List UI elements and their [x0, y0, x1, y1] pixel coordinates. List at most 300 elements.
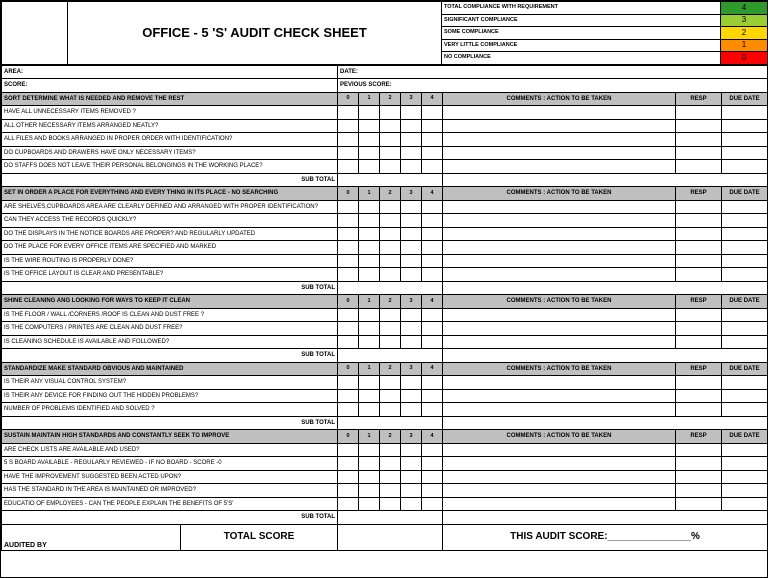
score-header-3: 3 [401, 362, 422, 376]
score-cell[interactable] [422, 308, 443, 322]
resp-cell[interactable] [676, 403, 722, 417]
legend-label: TOTAL COMPLIANCE WITH REQUIREMENT [442, 2, 721, 15]
score-cell[interactable] [422, 200, 443, 214]
legend-label: NO COMPLIANCE [442, 52, 721, 65]
score-cell[interactable] [338, 308, 359, 322]
score-cell[interactable] [359, 106, 380, 120]
checklist-row [2, 241, 768, 255]
legend-label: VERY LITTLE COMPLIANCE [442, 39, 721, 52]
score-cell[interactable] [401, 443, 422, 457]
checklist-row [2, 403, 768, 417]
checklist-item: IS THEIR ANY DEVICE FOR FINDING OUT THE HIDDEN PROBLEMS? [2, 389, 338, 403]
checklist-row [2, 214, 768, 228]
score-cell[interactable] [380, 443, 401, 457]
checklist-row [2, 376, 768, 390]
score-header-3: 3 [401, 92, 422, 106]
score-field[interactable]: SCORE: [2, 79, 338, 93]
checklist-row [2, 335, 768, 349]
score-cell[interactable] [422, 254, 443, 268]
due-date-cell[interactable] [722, 497, 768, 511]
checklist-item: IS THE COMPUTERS / PRINTES ARE CLEAN AND DUST FREE? [2, 322, 338, 336]
subtotal-value[interactable] [338, 349, 443, 363]
resp-cell[interactable] [676, 457, 722, 471]
score-cell[interactable] [359, 200, 380, 214]
subtotal-row [2, 173, 768, 187]
score-cell[interactable] [338, 146, 359, 160]
score-cell[interactable] [380, 133, 401, 147]
subtotal-label: SUB TOTAL [2, 281, 338, 295]
score-cell[interactable] [338, 389, 359, 403]
checklist-row [2, 497, 768, 511]
date-field[interactable]: DATE: [338, 65, 768, 79]
resp-cell[interactable] [676, 335, 722, 349]
due-date-header: DUE DATE [722, 92, 768, 106]
comment-cell[interactable] [443, 322, 676, 336]
checklist-row [2, 308, 768, 322]
score-header-2: 2 [380, 295, 401, 309]
score-cell[interactable] [401, 389, 422, 403]
score-cell[interactable] [359, 146, 380, 160]
score-cell[interactable] [401, 470, 422, 484]
checklist-item: EDUCATIO OF EMPLOYEES - CAN THE PEOPLE EXPLAIN THE BENEFITS OF 5'S' [2, 497, 338, 511]
score-cell[interactable] [380, 389, 401, 403]
due-date-cell[interactable] [722, 403, 768, 417]
score-cell[interactable] [338, 403, 359, 417]
resp-cell[interactable] [676, 160, 722, 174]
score-cell[interactable] [422, 119, 443, 133]
checklist-row [2, 119, 768, 133]
legend-value: 0 [721, 52, 768, 65]
score-cell[interactable] [422, 389, 443, 403]
score-cell[interactable] [380, 335, 401, 349]
score-cell[interactable] [338, 119, 359, 133]
comment-cell[interactable] [443, 106, 676, 120]
score-cell[interactable] [359, 322, 380, 336]
resp-cell[interactable] [676, 119, 722, 133]
due-date-cell[interactable] [722, 443, 768, 457]
score-cell[interactable] [359, 335, 380, 349]
checklist-item: NUMBER OF PROBLEMS IDENTIFIED AND SOLVED ? [2, 403, 338, 417]
due-date-cell[interactable] [722, 200, 768, 214]
checklist-item: ARE SHELVES,CUPBOARDS AREA ARE CLEARLY DEFINED AND ARRANGED WITH PROPER IDENTIFICATION? [2, 200, 338, 214]
comments-header: COMMENTS : ACTION TO BE TAKEN [443, 187, 676, 201]
resp-cell[interactable] [676, 322, 722, 336]
checklist-item: ARE CHECK LISTS ARE AVAILABLE AND USED? [2, 443, 338, 457]
legend-label: SOME COMPLIANCE [442, 27, 721, 40]
checklist-row [2, 200, 768, 214]
checklist-item: DO CUPBOARDS AND DRAWERS HAVE ONLY NECESSARY ITEMS? [2, 146, 338, 160]
legend-value: 1 [721, 39, 768, 52]
score-cell[interactable] [338, 160, 359, 174]
score-cell[interactable] [359, 443, 380, 457]
due-date-cell[interactable] [722, 484, 768, 498]
score-cell[interactable] [422, 322, 443, 336]
checklist-row [2, 106, 768, 120]
score-cell[interactable] [401, 146, 422, 160]
due-date-header: DUE DATE [722, 362, 768, 376]
subtotal-value[interactable] [338, 281, 443, 295]
resp-header: RESP [676, 430, 722, 444]
score-cell[interactable] [422, 241, 443, 255]
section-title: SET IN ORDER A PLACE FOR EVERYTHING AND EVERY THING IN ITS PLACE - NO SEARCHING [2, 187, 338, 201]
comment-cell[interactable] [443, 241, 676, 255]
score-cell[interactable] [401, 335, 422, 349]
score-cell[interactable] [359, 484, 380, 498]
section-title: SUSTAIN MAINTAIN HIGH STANDARDS AND CONSTANTLY SEEK TO IMPROVE [2, 430, 338, 444]
score-cell[interactable] [338, 443, 359, 457]
checklist-row [2, 268, 768, 282]
score-header-3: 3 [401, 430, 422, 444]
score-cell[interactable] [338, 227, 359, 241]
comments-header: COMMENTS : ACTION TO BE TAKEN [443, 430, 676, 444]
resp-cell[interactable] [676, 268, 722, 282]
score-cell[interactable] [422, 106, 443, 120]
checklist-row [2, 322, 768, 336]
score-cell[interactable] [401, 241, 422, 255]
score-header-1: 1 [359, 362, 380, 376]
checklist-row [2, 470, 768, 484]
score-cell[interactable] [338, 214, 359, 228]
score-cell[interactable] [422, 133, 443, 147]
subtotal-value[interactable] [338, 173, 443, 187]
score-cell[interactable] [422, 268, 443, 282]
score-cell[interactable] [380, 241, 401, 255]
score-cell[interactable] [401, 484, 422, 498]
score-cell[interactable] [401, 106, 422, 120]
score-cell[interactable] [380, 146, 401, 160]
score-cell[interactable] [401, 214, 422, 228]
score-cell[interactable] [359, 376, 380, 390]
subtotal-blank [443, 173, 768, 187]
comment-cell[interactable] [443, 146, 676, 160]
score-cell[interactable] [359, 214, 380, 228]
due-date-cell[interactable] [722, 268, 768, 282]
subtotal-value[interactable] [338, 416, 443, 430]
area-field[interactable]: AREA: [2, 65, 338, 79]
subtotal-label: SUB TOTAL [2, 511, 338, 525]
due-date-cell[interactable] [722, 457, 768, 471]
due-date-cell[interactable] [722, 241, 768, 255]
score-cell[interactable] [380, 214, 401, 228]
score-header-4: 4 [422, 430, 443, 444]
due-date-cell[interactable] [722, 322, 768, 336]
checklist-item: CAN THEY ACCESS THE RECORDS QUICKLY? [2, 214, 338, 228]
score-cell[interactable] [422, 497, 443, 511]
score-cell[interactable] [338, 133, 359, 147]
resp-cell[interactable] [676, 133, 722, 147]
score-cell[interactable] [359, 389, 380, 403]
score-cell[interactable] [422, 484, 443, 498]
subtotal-label: SUB TOTAL [2, 349, 338, 363]
resp-cell[interactable] [676, 214, 722, 228]
comment-cell[interactable] [443, 254, 676, 268]
score-cell[interactable] [380, 457, 401, 471]
score-cell[interactable] [401, 160, 422, 174]
comment-cell[interactable] [443, 200, 676, 214]
score-header-4: 4 [422, 92, 443, 106]
score-cell[interactable] [359, 160, 380, 174]
subtotal-row [2, 349, 768, 363]
score-cell[interactable] [338, 335, 359, 349]
checklist-item: HAVE THE IMPROVEMENT SUGGESTED BEEN ACTED UPON? [2, 470, 338, 484]
comment-cell[interactable] [443, 457, 676, 471]
subtotal-label: SUB TOTAL [2, 173, 338, 187]
legend-value: 3 [721, 14, 768, 27]
checklist-table [1, 65, 768, 551]
checklist-row [2, 133, 768, 147]
score-cell[interactable] [338, 268, 359, 282]
score-cell[interactable] [380, 119, 401, 133]
comment-cell[interactable] [443, 268, 676, 282]
score-cell[interactable] [359, 241, 380, 255]
score-cell[interactable] [422, 214, 443, 228]
comment-cell[interactable] [443, 214, 676, 228]
checklist-row [2, 484, 768, 498]
score-cell[interactable] [338, 457, 359, 471]
checklist-item: HAVE ALL UNNECESSARY ITEMS REMOVED ? [2, 106, 338, 120]
score-cell[interactable] [422, 146, 443, 160]
score-cell[interactable] [359, 403, 380, 417]
score-cell[interactable] [401, 322, 422, 336]
comment-cell[interactable] [443, 335, 676, 349]
due-date-cell[interactable] [722, 160, 768, 174]
comment-cell[interactable] [443, 119, 676, 133]
resp-cell[interactable] [676, 200, 722, 214]
checklist-item: DO STAFFS DOES NOT LEAVE THEIR PERSONAL BELONGINGS IN THE WORKING PLACE? [2, 160, 338, 174]
due-date-cell[interactable] [722, 146, 768, 160]
due-date-header: DUE DATE [722, 295, 768, 309]
score-cell[interactable] [401, 227, 422, 241]
comment-cell[interactable] [443, 227, 676, 241]
due-date-cell[interactable] [722, 254, 768, 268]
score-cell[interactable] [401, 254, 422, 268]
due-date-cell[interactable] [722, 470, 768, 484]
score-cell[interactable] [380, 200, 401, 214]
score-cell[interactable] [380, 497, 401, 511]
section-header [2, 362, 768, 376]
score-cell[interactable] [401, 403, 422, 417]
checklist-row [2, 254, 768, 268]
score-cell[interactable] [380, 160, 401, 174]
due-date-cell[interactable] [722, 214, 768, 228]
total-score-value[interactable] [338, 524, 443, 550]
subtotal-value[interactable] [338, 511, 443, 525]
score-cell[interactable] [359, 268, 380, 282]
score-cell[interactable] [380, 484, 401, 498]
comments-header: COMMENTS : ACTION TO BE TAKEN [443, 362, 676, 376]
score-cell[interactable] [380, 254, 401, 268]
resp-cell[interactable] [676, 389, 722, 403]
section-title: SORT DETERMINE WHAT IS NEEDED AND REMOVE THE REST [2, 92, 338, 106]
score-cell[interactable] [422, 335, 443, 349]
score-cell[interactable] [401, 268, 422, 282]
score-cell[interactable] [380, 268, 401, 282]
checklist-item: HAS THE STANDARD IN THE AREA IS MAINTAINED OR IMPROVED? [2, 484, 338, 498]
score-header-0: 0 [338, 92, 359, 106]
checklist-item: IS THE WIRE ROUTING IS PROPERLY DONE? [2, 254, 338, 268]
comment-cell[interactable] [443, 133, 676, 147]
score-cell[interactable] [359, 119, 380, 133]
score-header-2: 2 [380, 92, 401, 106]
checklist-item: 5 S BOARD AVAILABLE - REGULARLY REVIEWED - IF NO BOARD - SCORE -0 [2, 457, 338, 471]
score-header-2: 2 [380, 187, 401, 201]
score-header-0: 0 [338, 187, 359, 201]
comment-cell[interactable] [443, 470, 676, 484]
score-cell[interactable] [338, 241, 359, 255]
score-cell[interactable] [338, 484, 359, 498]
subtotal-blank [443, 416, 768, 430]
score-cell[interactable] [359, 133, 380, 147]
checklist-row [2, 457, 768, 471]
score-cell[interactable] [380, 403, 401, 417]
score-cell[interactable] [359, 227, 380, 241]
resp-cell[interactable] [676, 254, 722, 268]
checklist-item: DO THE PLACE FOR EVERY OFFICE ITEMS ARE SPECIFIED AND MARKED [2, 241, 338, 255]
footer-left [2, 524, 338, 550]
score-cell[interactable] [422, 227, 443, 241]
score-cell[interactable] [338, 470, 359, 484]
score-cell[interactable] [401, 200, 422, 214]
score-cell[interactable] [359, 457, 380, 471]
score-cell[interactable] [380, 376, 401, 390]
section-header [2, 92, 768, 106]
score-header-1: 1 [359, 187, 380, 201]
score-cell[interactable] [401, 119, 422, 133]
score-cell[interactable] [401, 376, 422, 390]
due-date-cell[interactable] [722, 335, 768, 349]
section-title: STANDARDIZE MAKE STANDARD OBVIOUS AND MAINTAINED [2, 362, 338, 376]
score-cell[interactable] [401, 497, 422, 511]
comment-cell[interactable] [443, 389, 676, 403]
resp-cell[interactable] [676, 443, 722, 457]
score-cell[interactable] [422, 457, 443, 471]
score-cell[interactable] [422, 470, 443, 484]
checklist-item: IS THEIR ANY VISUAL CONTROL SYSTEM? [2, 376, 338, 390]
checklist-item: IS THE OFFICE LAYOUT IS CLEAR AND PRESENTABLE? [2, 268, 338, 282]
due-date-header: DUE DATE [722, 187, 768, 201]
score-cell[interactable] [380, 106, 401, 120]
total-score-label: TOTAL SCORE [223, 531, 295, 542]
due-date-cell[interactable] [722, 106, 768, 120]
score-cell[interactable] [359, 254, 380, 268]
previous-score-field[interactable]: PEVIOUS SCORE: [338, 79, 768, 93]
score-header-4: 4 [422, 362, 443, 376]
subtotal-blank [443, 349, 768, 363]
resp-cell[interactable] [676, 227, 722, 241]
score-header-0: 0 [338, 295, 359, 309]
checklist-row [2, 389, 768, 403]
score-header-3: 3 [401, 295, 422, 309]
resp-cell[interactable] [676, 146, 722, 160]
score-header-1: 1 [359, 295, 380, 309]
score-cell[interactable] [338, 200, 359, 214]
score-cell[interactable] [359, 470, 380, 484]
score-cell[interactable] [380, 308, 401, 322]
checklist-item: DO THE DISPLAYS IN THE NOTICE BOARDS ARE PROPER? AND REGULARLY UPDATED [2, 227, 338, 241]
score-cell[interactable] [338, 254, 359, 268]
checklist-item: IS CLEANING SCHEDULE IS AVAILABLE AND FOLLOWED? [2, 335, 338, 349]
section-header [2, 295, 768, 309]
checklist-item: ALL FILES AND BOOKS ARRANGED IN PROPER ORDER WITH IDENTIFICATION? [2, 133, 338, 147]
due-date-cell[interactable] [722, 133, 768, 147]
score-cell[interactable] [401, 133, 422, 147]
resp-cell[interactable] [676, 497, 722, 511]
due-date-cell[interactable] [722, 376, 768, 390]
comment-cell[interactable] [443, 497, 676, 511]
score-cell[interactable] [338, 497, 359, 511]
score-cell[interactable] [338, 106, 359, 120]
score-cell[interactable] [380, 470, 401, 484]
legend-value: 2 [721, 27, 768, 40]
score-cell[interactable] [338, 322, 359, 336]
resp-header: RESP [676, 187, 722, 201]
due-date-cell[interactable] [722, 227, 768, 241]
score-cell[interactable] [359, 497, 380, 511]
resp-cell[interactable] [676, 241, 722, 255]
score-cell[interactable] [359, 308, 380, 322]
score-cell[interactable] [422, 403, 443, 417]
score-cell[interactable] [338, 376, 359, 390]
score-cell[interactable] [380, 227, 401, 241]
checklist-item: ALL OTHER NECESSARY ITEMS ARRANGED NEATLY? [2, 119, 338, 133]
comments-header: COMMENTS : ACTION TO BE TAKEN [443, 295, 676, 309]
comment-cell[interactable] [443, 308, 676, 322]
score-cell[interactable] [422, 160, 443, 174]
resp-cell[interactable] [676, 484, 722, 498]
score-cell[interactable] [401, 308, 422, 322]
comments-header: COMMENTS : ACTION TO BE TAKEN [443, 92, 676, 106]
subtotal-blank [443, 281, 768, 295]
resp-cell[interactable] [676, 376, 722, 390]
score-cell[interactable] [422, 376, 443, 390]
due-date-cell[interactable] [722, 389, 768, 403]
comment-cell[interactable] [443, 443, 676, 457]
due-date-cell[interactable] [722, 119, 768, 133]
comment-cell[interactable] [443, 484, 676, 498]
resp-cell[interactable] [676, 106, 722, 120]
score-header-1: 1 [359, 430, 380, 444]
logo-box [2, 2, 68, 65]
subtotal-row [2, 511, 768, 525]
legend-value: 4 [721, 2, 768, 15]
score-cell[interactable] [401, 457, 422, 471]
comment-cell[interactable] [443, 376, 676, 390]
resp-cell[interactable] [676, 470, 722, 484]
audit-score-label: THIS AUDIT SCORE:_______________% [443, 524, 768, 550]
score-header-0: 0 [338, 430, 359, 444]
score-header-3: 3 [401, 187, 422, 201]
score-header-2: 2 [380, 430, 401, 444]
checklist-row [2, 146, 768, 160]
score-header-4: 4 [422, 295, 443, 309]
score-header-1: 1 [359, 92, 380, 106]
resp-header: RESP [676, 362, 722, 376]
audited-by-label: AUDITED BY [2, 525, 181, 550]
checklist-row [2, 227, 768, 241]
score-cell[interactable] [380, 322, 401, 336]
subtotal-row [2, 416, 768, 430]
due-date-cell[interactable] [722, 308, 768, 322]
comment-cell[interactable] [443, 403, 676, 417]
sheet-title: OFFICE - 5 'S' AUDIT CHECK SHEET [68, 2, 442, 65]
section-header [2, 430, 768, 444]
resp-cell[interactable] [676, 308, 722, 322]
comment-cell[interactable] [443, 160, 676, 174]
checklist-row [2, 443, 768, 457]
checklist-item: IS THE FLOOR / WALL /CORNERS /ROOF IS CLEAN AND DUST FREE ? [2, 308, 338, 322]
score-cell[interactable] [422, 443, 443, 457]
due-date-header: DUE DATE [722, 430, 768, 444]
